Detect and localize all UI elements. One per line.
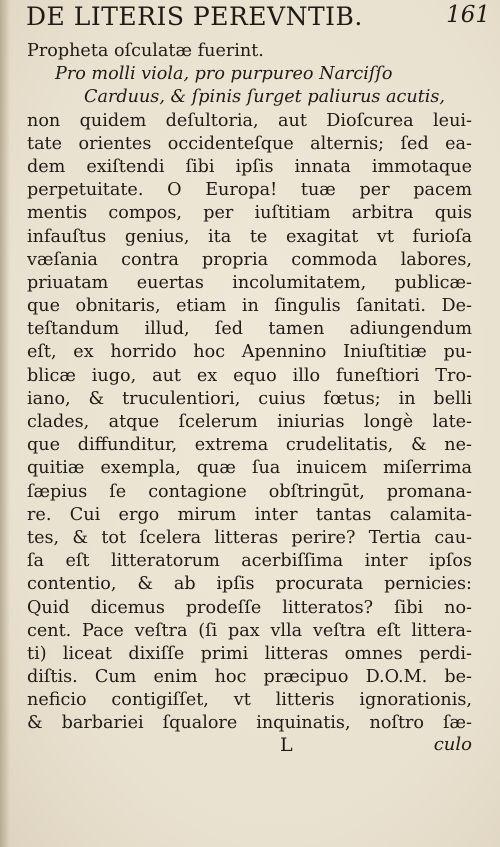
text-line: væſania contra propria commoda labores, [27, 249, 472, 270]
text-line: que diffunditur, extrema crudelitatis, & ne- [27, 435, 472, 456]
body-text [27, 40, 472, 736]
text-line: ſa eſt litteratorum acerbiſſima inter ipſos [27, 551, 472, 572]
text-line: blicæ iugo, aut ex equo illo funeſtiori Tro- [27, 365, 472, 386]
text-line: re. Cui ergo mirum inter tantas calamita- [27, 504, 472, 525]
text-line: quitiæ exempla, quæ ſua inuicem miſerrima [27, 458, 472, 479]
text-line: ti) liceat dixiſſe primi litteras omnes perdi- [27, 643, 472, 664]
text-line: priuatam euertas incolumitatem, publicæ- [27, 272, 472, 293]
text-line: contentio, & ab ipſis procurata pernicies: [27, 574, 472, 595]
text-line: ſæpius ſe contagione obſtringūt, promana- [27, 481, 472, 502]
text-line: cent. Pace veſtra (ſi pax vlla veſtra eſt littera- [27, 620, 472, 641]
page-footer [27, 734, 472, 760]
text-line: que obnitaris, etiam in ſingulis ſanitati. De- [27, 296, 472, 317]
text-line: eſt, ex horrido hoc Apennino Iniuſtitiæ pu- [27, 342, 472, 363]
text-line: teſtandum illud, ſed tamen adiungendum [27, 319, 472, 340]
text-line: tate orientes occidenteſque alternis; ſed ea- [27, 133, 472, 154]
text-line: perpetuitate. O Europa! tuæ per pacem [27, 180, 472, 201]
text-line: & barbariei ſqualore inquinatis, noſtro ſæ- [27, 713, 472, 734]
verse-line: Carduus, & ſpinis ſurget paliurus acutis, [84, 87, 446, 108]
text-line: non quidem deſultoria, aut Dioſcurea leui- [27, 110, 472, 131]
text-line: iano, & truculentiori, cuius fœtus; in belli [27, 388, 472, 409]
signature-mark: L [280, 734, 293, 756]
text-line: mentis compos, per iuſtitiam arbitra quis [27, 203, 472, 224]
text-line: infauſtus genius, ita te exagitat vt furioſa [27, 226, 472, 247]
text-line: neficio contigiſſet, vt litteris ignorationis, [27, 690, 472, 711]
page-number: 161 [446, 2, 490, 28]
running-head: DE LITERIS PEREVNTIB. [26, 2, 363, 31]
page-header [20, 0, 490, 38]
catchword: culo [433, 734, 472, 755]
text-line: clades, atque ſcelerum iniurias longè late- [27, 412, 472, 432]
page-gutter-shadow [0, 0, 10, 847]
text-line: diſtis. Cum enim hoc præcipuo D.O.M. be- [27, 667, 472, 688]
text-line: dem exiſtendi ſibi ipſis innata immotaque [27, 156, 472, 177]
text-line: Quid dicemus prodeſſe litteratos? ſibi no- [27, 597, 472, 618]
text-line: tes, & tot ſcelera litteras perire? Tertia cau- [27, 527, 472, 548]
verse-line: Pro molli viola, pro purpureo Narciſſo [55, 64, 393, 85]
text-line: Propheta oſculatæ fuerint. [27, 41, 264, 61]
